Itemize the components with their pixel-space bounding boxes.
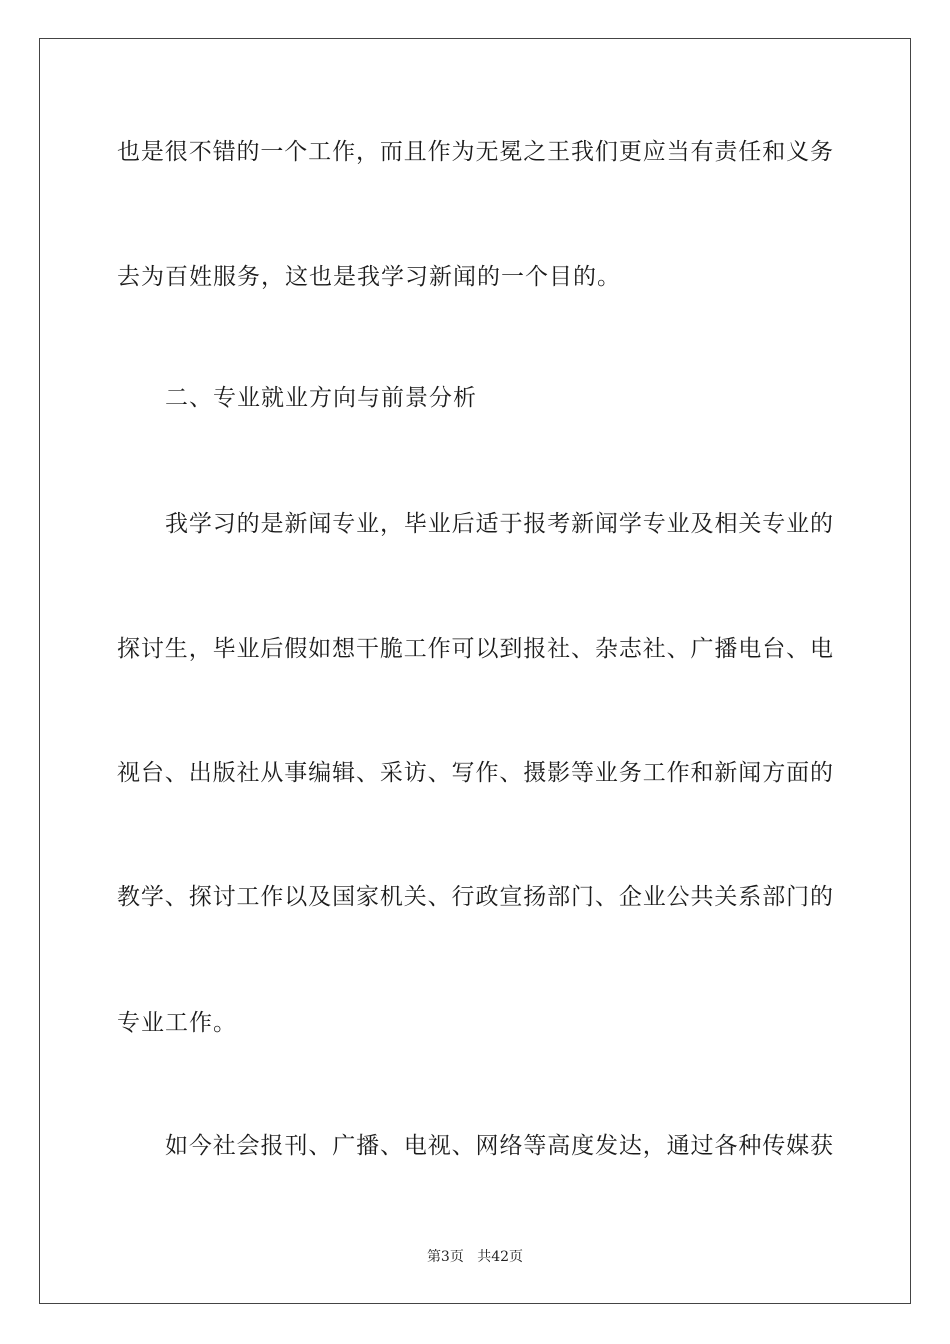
page-total: 共42页 <box>477 1249 524 1265</box>
paragraph-line-8: 如今社会报刊、广播、电视、网络等高度发达，通过各种传媒获 <box>165 1133 833 1159</box>
paragraph-line-4: 探讨生，毕业后假如想干脆工作可以到报社、杂志社、广播电台、电 <box>117 636 833 662</box>
paragraph-line-6: 教学、探讨工作以及国家机关、行政宣扬部门、企业公共关系部门的 <box>117 884 833 910</box>
paragraph-line-7: 专业工作。 <box>117 1010 237 1036</box>
paragraph-line-1: 也是很不错的一个工作，而且作为无冕之王我们更应当有责任和义务 <box>117 139 833 165</box>
section-heading: 二、专业就业方向与前景分析 <box>165 385 477 411</box>
paragraph-line-3: 我学习的是新闻专业，毕业后适于报考新闻学专业及相关专业的 <box>165 511 833 537</box>
page-footer <box>0 1248 950 1266</box>
page-border <box>39 38 911 1304</box>
page-number: 第3页 <box>426 1249 464 1265</box>
paragraph-line-2: 去为百姓服务，这也是我学习新闻的一个目的。 <box>117 264 621 290</box>
paragraph-line-5: 视台、出版社从事编辑、采访、写作、摄影等业务工作和新闻方面的 <box>117 760 833 786</box>
